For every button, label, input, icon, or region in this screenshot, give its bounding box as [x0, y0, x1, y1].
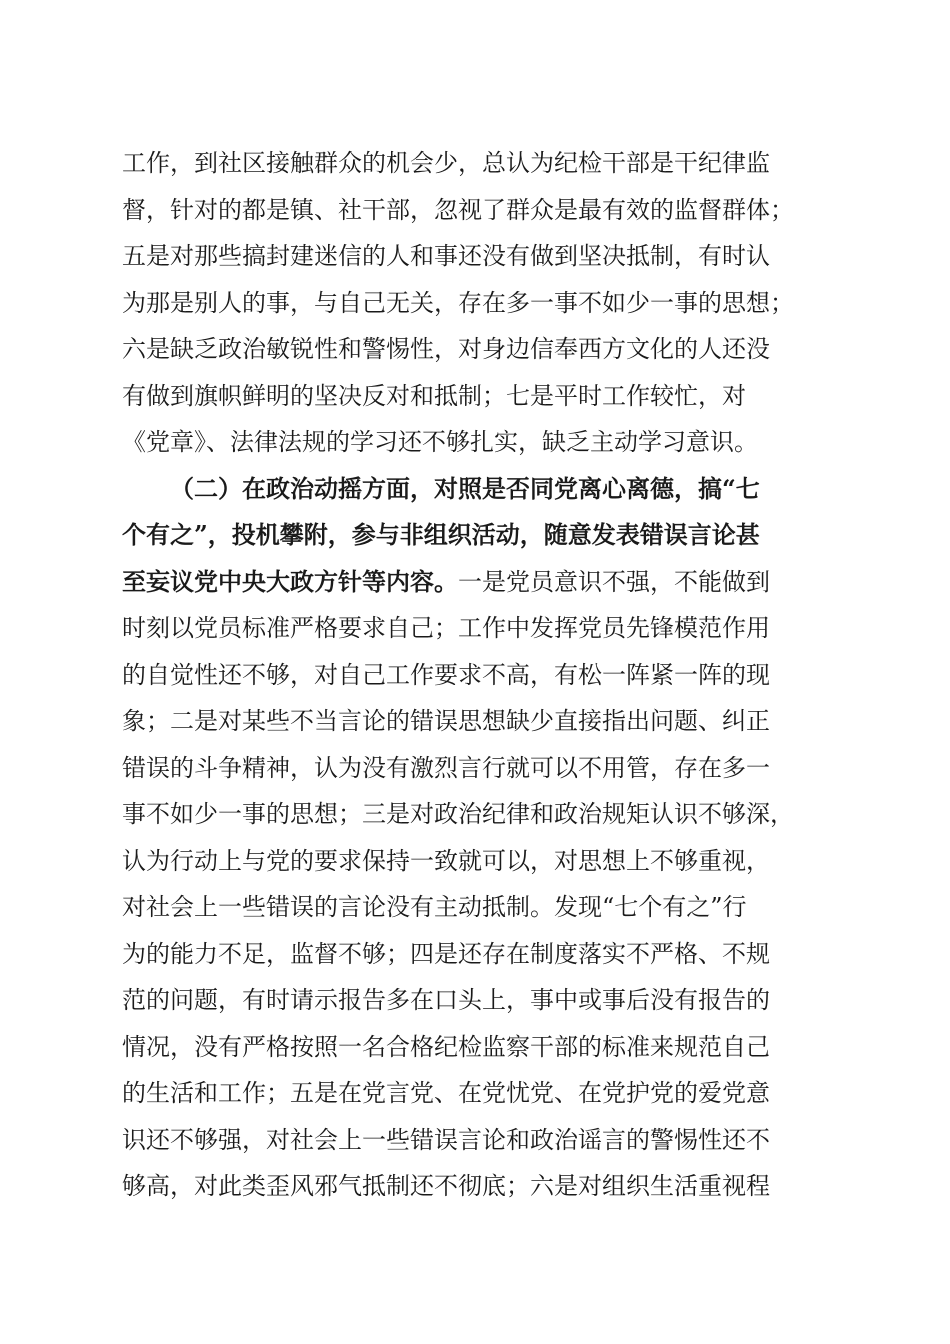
text-line: 工作，到社区接触群众的机会少，总认为纪检干部是干纪律监	[122, 149, 770, 177]
text-line: 认为行动上与党的要求保持一致就可以，对思想上不够重视，	[122, 846, 770, 875]
text-line: 范的问题，有时请示报告多在口头上，事中或事后没有报告的	[122, 986, 770, 1014]
text-line: 情况，没有严格按照一名合格纪检监察干部的标准来规范自己	[122, 1032, 770, 1061]
text-line: 六是缺乏政治敏锐性和警惕性，对身边信奉西方文化的人还没	[122, 335, 770, 363]
text-line: 为那是别人的事，与自己无关，存在多一事不如少一事的思想；	[122, 288, 794, 317]
section-heading-end: 至妄议党中央大政方针等内容。	[122, 566, 458, 596]
section-heading-line: 个有之”，投机攀附，参与非组织活动，随意发表错误言论甚	[122, 520, 760, 549]
text-line: 督，针对的都是镇、社干部，忽视了群众是最有效的监督群体；	[122, 195, 794, 224]
body-text	[122, 140, 828, 1210]
text-line: 的自觉性还不够，对自己工作要求不高，有松一阵紧一阵的现	[122, 660, 770, 689]
text-line: 错误的斗争精神，认为没有激烈言行就可以不用管，存在多一	[122, 753, 770, 782]
text-line: 对社会上一些错误的言论没有主动抵制。发现“七个有之”行	[122, 893, 747, 921]
text-line: 为的能力不足，监督不够；四是还存在制度落实不严格、不规	[122, 939, 770, 968]
text-line: 够高，对此类歪风邪气抵制还不彻底；六是对组织生活重视程	[122, 1172, 770, 1200]
section-heading-2: （二）在政治动摇方面，对照是否同党离心离德，搞“七	[170, 473, 760, 503]
text-line	[122, 559, 828, 606]
text-line: 识还不够强，对社会上一些错误言论和政治谣言的警惕性还不	[122, 1125, 770, 1154]
text-line-rest: 一是党员意识不强，不能做到	[458, 567, 770, 596]
text-line: 有做到旗帜鲜明的坚决反对和抵制；七是平时工作较忙，对	[122, 381, 746, 410]
text-line: 《党章》、法律法规的学习还不够扎实，缺乏主动学习意识。	[122, 428, 758, 456]
text-line: 的生活和工作；五是在党言党、在党忧党、在党护党的爱党意	[122, 1079, 770, 1107]
text-line: 时刻以党员标准严格要求自己；工作中发挥党员先锋模范作用	[122, 614, 770, 642]
text-line: 事不如少一事的思想；三是对政治纪律和政治规矩认识不够深，	[122, 800, 794, 828]
text-line: 象；二是对某些不当言论的错误思想缺少直接指出问题、纠正	[122, 707, 770, 735]
text-line: 五是对那些搞封建迷信的人和事还没有做到坚决抵制，有时认	[122, 242, 770, 270]
